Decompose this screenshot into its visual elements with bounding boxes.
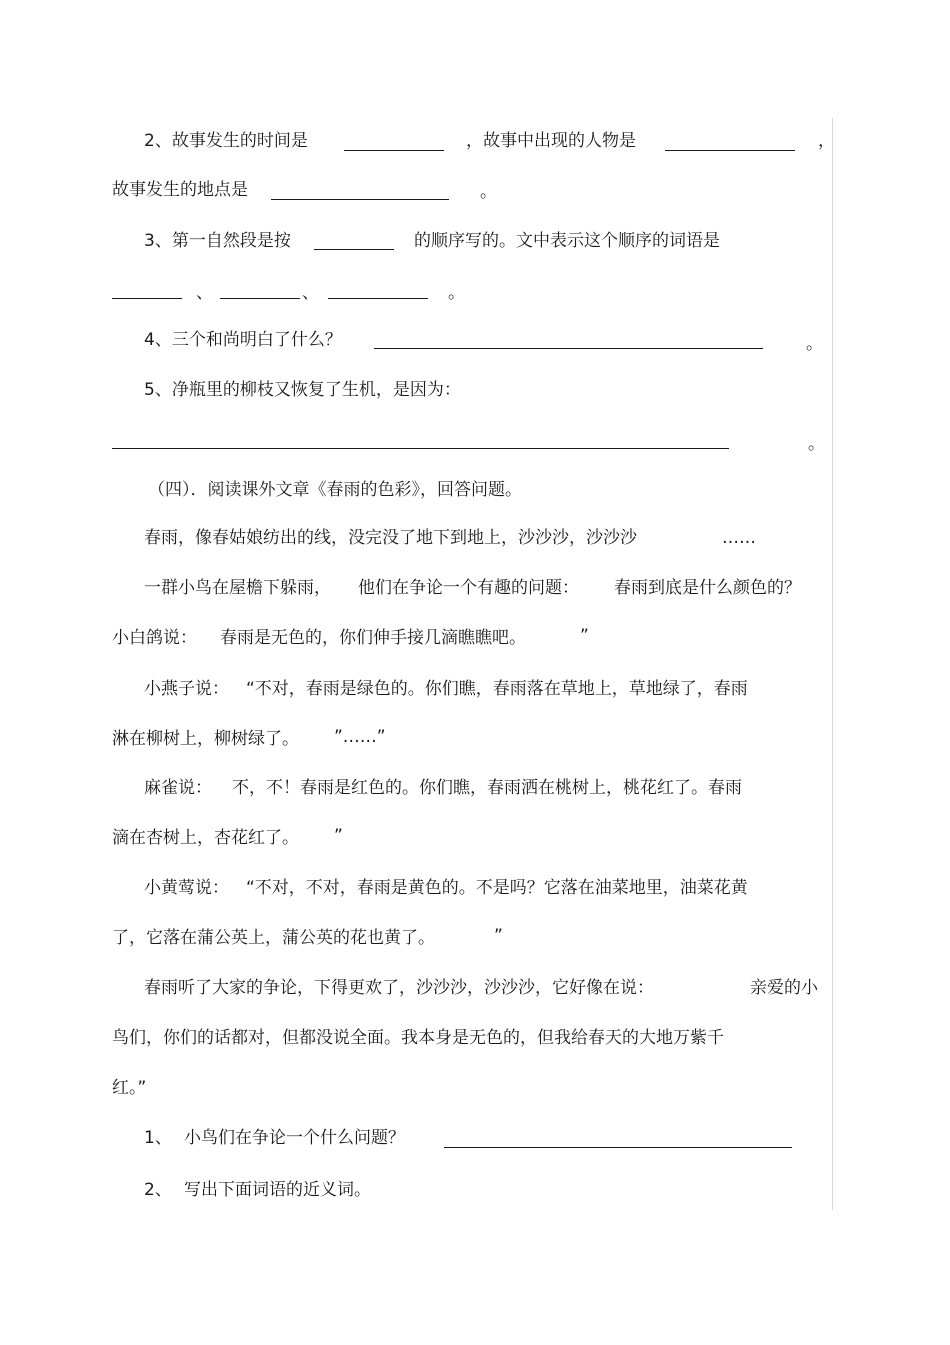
q2-text-time: 2、故事发生的时间是 bbox=[144, 131, 308, 151]
q2-people-blank[interactable] bbox=[665, 150, 795, 151]
passage-line-8b: “不对，不对，春雨是黄色的。不是吗？它落在油菜地里，油菜花黄 bbox=[246, 878, 748, 898]
passage-ellipsis: …… bbox=[722, 528, 756, 548]
passage-line-3b: 春雨是无色的，你们伸手接几滴瞧瞧吧。 bbox=[220, 628, 526, 648]
passage-line-2b: 他们在争论一个有趣的问题： bbox=[358, 578, 579, 598]
passage-line-5a: 淋在柳树上，柳树绿了。 bbox=[112, 729, 299, 749]
passage-line-4b: “不对，春雨是绿色的。你们瞧，春雨落在草地上，草地绿了，春雨 bbox=[246, 679, 748, 699]
passage-line-10a: 春雨听了大家的争论，下得更欢了，沙沙沙，沙沙沙，它好像在说： bbox=[144, 978, 654, 998]
q3-sep2: 、 bbox=[302, 283, 319, 303]
q3-text-order: 3、第一自然段是按 bbox=[144, 231, 291, 251]
q3-word1-blank[interactable] bbox=[112, 298, 182, 299]
passage-line-5b: ”……” bbox=[334, 727, 386, 747]
s4-q1-answer-blank[interactable] bbox=[444, 1147, 792, 1148]
q3-sep1: 、 bbox=[196, 283, 213, 303]
passage-line-3a: 小白鸽说： bbox=[112, 628, 197, 648]
q5-answer-blank[interactable] bbox=[112, 448, 729, 449]
passage-line-10b: 亲爱的小 bbox=[750, 978, 818, 998]
q3-word3-blank[interactable] bbox=[328, 298, 428, 299]
section4-title: （四）．阅读课外文章《春雨的色彩》，回答问题。 bbox=[148, 480, 522, 500]
q5-period: 。 bbox=[808, 434, 825, 454]
passage-line-2a: 一群小鸟在屋檐下躲雨， bbox=[144, 578, 331, 598]
passage-line-2c: 春雨到底是什么颜色的？ bbox=[614, 578, 801, 598]
q2-text-people: ，故事中出现的人物是 bbox=[466, 131, 636, 151]
q3-period: 。 bbox=[448, 283, 465, 303]
passage-line-7b: ” bbox=[334, 826, 343, 846]
q3-word2-blank[interactable] bbox=[220, 298, 300, 299]
q2-time-blank[interactable] bbox=[344, 150, 444, 151]
passage-line-9a: 了，它落在蒲公英上，蒲公英的花也黄了。 bbox=[112, 928, 435, 948]
q3-order-blank[interactable] bbox=[314, 249, 394, 250]
page-border-line bbox=[832, 118, 833, 1210]
q4-period: 。 bbox=[806, 334, 823, 354]
passage-line-6a: 麻雀说： bbox=[144, 778, 212, 798]
q5-text: 5、净瓶里的柳枝又恢复了生机，是因为： bbox=[144, 380, 461, 400]
q2-period: 。 bbox=[480, 182, 497, 202]
s4-q1-text: 小鸟们在争论一个什么问题？ bbox=[184, 1128, 405, 1148]
passage-line-7a: 滴在杏树上，杏花红了。 bbox=[112, 828, 299, 848]
q4-answer-blank[interactable] bbox=[374, 348, 763, 349]
q2-comma: ， bbox=[818, 131, 835, 151]
q4-text: 4、三个和尚明白了什么？ bbox=[144, 330, 342, 350]
passage-line-11: 鸟们，你们的话都对，但都没说全面。我本身是无色的，但我给春天的大地万紫千 bbox=[112, 1028, 724, 1048]
s4-q2-number: 2、 bbox=[144, 1180, 172, 1200]
q2-place-blank[interactable] bbox=[271, 199, 449, 200]
s4-q1-number: 1、 bbox=[144, 1128, 172, 1148]
passage-line-9b: ” bbox=[494, 926, 503, 946]
passage-line-3c: ” bbox=[580, 626, 589, 646]
s4-q2-text: 写出下面词语的近义词。 bbox=[184, 1180, 371, 1200]
q3-text-words: 的顺序写的。文中表示这个顺序的词语是 bbox=[414, 231, 720, 251]
passage-line-12: 红。” bbox=[112, 1078, 147, 1098]
passage-line-6b: 不，不！春雨是红色的。你们瞧，春雨洒在桃树上，桃花红了。春雨 bbox=[232, 778, 742, 798]
passage-line-1: 春雨，像春姑娘纺出的线，没完没了地下到地上，沙沙沙，沙沙沙 bbox=[144, 528, 637, 548]
passage-line-8a: 小黄莺说： bbox=[144, 878, 229, 898]
passage-line-4a: 小燕子说： bbox=[144, 679, 229, 699]
q2-text-place: 故事发生的地点是 bbox=[112, 180, 248, 200]
